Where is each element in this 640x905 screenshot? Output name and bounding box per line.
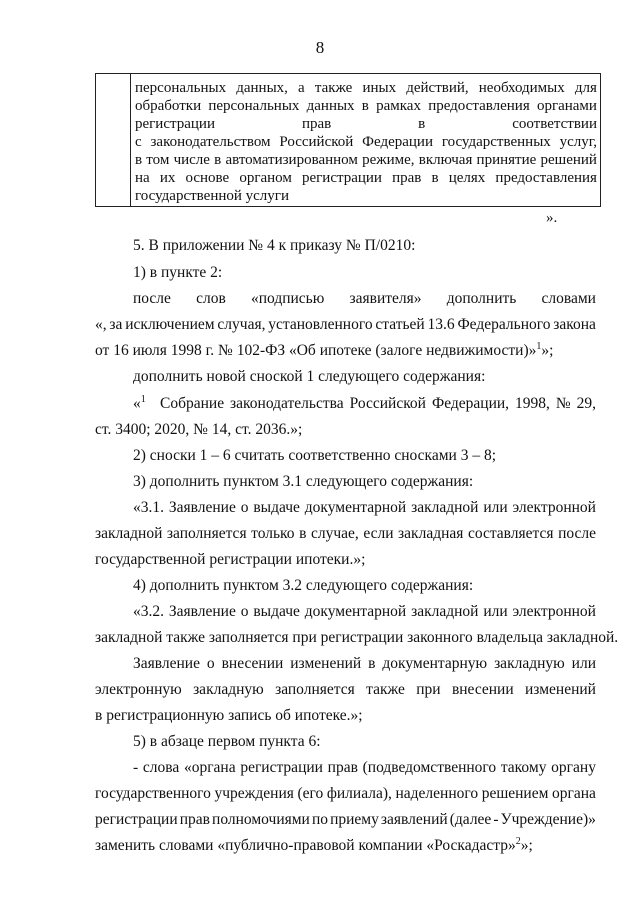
- word: соответствии: [512, 116, 597, 132]
- word: документарной: [304, 603, 407, 620]
- word: необходимых: [478, 80, 565, 96]
- table-left-column: [96, 74, 131, 206]
- word: электронной: [512, 499, 596, 516]
- word: режиме,: [362, 152, 415, 168]
- after-words-line: [133, 289, 596, 309]
- word: прав: [392, 170, 422, 186]
- word: заявителя»: [349, 290, 422, 307]
- word: в: [299, 525, 307, 542]
- word: только: [251, 525, 295, 542]
- word: закладную: [193, 681, 264, 698]
- word: «органа: [183, 759, 236, 776]
- word: государственных: [441, 134, 551, 150]
- word: «,: [95, 316, 107, 333]
- words-line-1: [133, 758, 596, 778]
- footnote-ref-2: 2: [515, 836, 521, 847]
- word: «3.1.: [133, 499, 164, 516]
- law-text: от 16 июля 1998 г. № 102-ФЗ «Об ипотеке (залоге недвижимости)»: [95, 342, 537, 359]
- subitem-4: 4) дополнить пунктом 3.2 следующего содержания:: [133, 577, 474, 594]
- word: органу: [551, 759, 596, 776]
- word: решением: [481, 785, 549, 802]
- word: иных: [362, 80, 397, 96]
- page-number: 8: [315, 38, 325, 57]
- word: установленного: [268, 316, 373, 333]
- word: документарной: [304, 499, 407, 516]
- word: на: [135, 170, 150, 186]
- word: (подведомственного: [362, 759, 497, 776]
- replace-line: [95, 836, 533, 856]
- word: о: [240, 603, 249, 620]
- word: если: [363, 525, 394, 542]
- word: законодательства: [230, 395, 344, 412]
- word: словами: [541, 290, 596, 307]
- word: данных: [306, 98, 355, 114]
- word: после: [558, 525, 596, 542]
- word: случае,: [310, 525, 359, 542]
- word: для: [574, 80, 597, 96]
- word: законодательством: [150, 134, 271, 150]
- subitem-2: 2) сноски 1 – 6 считать соответственно сносками 3 – 8;: [133, 447, 497, 464]
- amend-line-1: [133, 654, 596, 674]
- word: после: [133, 290, 171, 307]
- word: о: [240, 499, 249, 516]
- table-line-2: [135, 97, 597, 115]
- except-line: [95, 315, 596, 335]
- word: прав: [327, 759, 358, 776]
- para-3-1-line-3: государственной регистрации ипотеки.»;: [95, 551, 366, 568]
- word: государственного: [95, 785, 211, 802]
- word: их: [159, 170, 176, 186]
- word: такому: [500, 759, 547, 776]
- word: действий,: [406, 80, 469, 96]
- word: исключением: [125, 316, 215, 333]
- word: персональных: [135, 80, 227, 96]
- word: №: [555, 395, 571, 412]
- word: автоматизированном: [225, 152, 358, 168]
- word: Учреждение)»: [500, 811, 596, 828]
- footnote-marker: «$^1$: [133, 394, 146, 412]
- word: изменений: [290, 655, 362, 672]
- word: включая: [418, 152, 473, 168]
- item-5-heading: 5. В приложении № 4 к приказу № П/0210:: [133, 237, 416, 254]
- amend-line-2: [95, 680, 596, 700]
- word: также: [314, 80, 353, 96]
- word: данных,: [236, 80, 288, 96]
- word: «3.2.: [133, 603, 164, 620]
- table-line-1: [135, 79, 597, 97]
- para-3-1-line-2: [95, 524, 596, 544]
- word: приему: [330, 811, 379, 828]
- word: Федерации,: [431, 395, 510, 412]
- word: также: [366, 681, 405, 698]
- word: закладная: [398, 525, 464, 542]
- word: закладную: [494, 655, 565, 672]
- word: 1998,: [515, 395, 550, 412]
- subitem-1: 1) в пункте 2:: [133, 264, 223, 281]
- word: слов: [196, 290, 226, 307]
- word: статьей: [375, 316, 425, 333]
- word: (далее: [449, 811, 492, 828]
- word: в: [431, 170, 439, 186]
- word: слова: [142, 759, 180, 776]
- word: Российской: [279, 134, 354, 150]
- table-line-5: [135, 151, 597, 169]
- word: -: [133, 759, 139, 776]
- word: закладной: [411, 603, 479, 620]
- word: Заявление: [133, 655, 200, 672]
- word: в: [368, 655, 376, 672]
- word: основе: [185, 170, 230, 186]
- word: составляется: [467, 525, 554, 542]
- word: решений: [540, 152, 597, 168]
- word: закона: [553, 316, 596, 333]
- word: том: [146, 152, 170, 168]
- word: рамках: [376, 98, 421, 114]
- word: прав: [301, 116, 332, 132]
- footnote-words: [160, 394, 596, 414]
- law-end: »;: [541, 342, 554, 359]
- word: Федерального: [457, 316, 551, 333]
- table-line-3: [135, 115, 597, 133]
- word: персональных: [208, 98, 300, 114]
- word: о: [206, 655, 215, 672]
- word: внесении: [451, 681, 514, 698]
- footnote-line-2: ст. 3400; 2020, № 14, ст. 2036.»;: [95, 421, 303, 438]
- word: электронную: [95, 681, 182, 698]
- para-3-2-line-2: закладной также заполняется при регистрации законного владельца закладной.: [95, 629, 619, 646]
- word: при: [416, 681, 441, 698]
- word: регистрации: [95, 811, 178, 828]
- word: «подписью: [250, 290, 325, 307]
- word: а: [298, 80, 305, 96]
- word: в: [361, 98, 369, 114]
- footnote-ref-1: 1: [536, 341, 542, 352]
- word: Российской: [349, 395, 426, 412]
- word: предоставления: [428, 98, 530, 114]
- word: по: [311, 811, 328, 828]
- word: заполняется: [166, 525, 247, 542]
- word: 29,: [576, 395, 596, 412]
- word: закладной: [95, 525, 163, 542]
- subitem-3: 3) дополнить пунктом 3.1 следующего содержания:: [133, 473, 474, 490]
- word: электронной: [512, 603, 596, 620]
- word: прав: [179, 811, 210, 828]
- word: полномочиями: [212, 811, 310, 828]
- word: целях: [448, 170, 486, 186]
- subitem-5: 5) в абзаце первом пункта 6:: [133, 733, 321, 750]
- word: внесении: [221, 655, 284, 672]
- word: регистрации: [135, 116, 215, 132]
- word: или: [483, 499, 508, 516]
- word: услуг,: [559, 134, 597, 150]
- word: предоставления: [495, 170, 597, 186]
- table-line-6: [135, 169, 597, 187]
- word: случая,: [217, 316, 266, 333]
- word: Заявление: [168, 603, 236, 620]
- words-line-2: [95, 784, 596, 804]
- word: дополнить: [446, 290, 517, 307]
- table-line-4: [135, 133, 597, 151]
- word: органом: [239, 170, 292, 186]
- word: органа: [552, 785, 596, 802]
- footnote-line-1: [133, 394, 596, 414]
- footnote-intro: дополнить новой сноской 1 следующего содержания:: [133, 368, 486, 385]
- para-3-1-line-1: [133, 498, 596, 518]
- word: или: [483, 603, 508, 620]
- word: в: [135, 152, 143, 168]
- word: органами: [536, 98, 597, 114]
- word: числе: [173, 152, 210, 168]
- word: выдаче: [253, 603, 300, 620]
- word: в: [418, 116, 426, 132]
- word: закладной: [411, 499, 479, 516]
- word: документарную: [382, 655, 488, 672]
- word: регистрации: [301, 170, 382, 186]
- word: Заявление: [168, 499, 236, 516]
- word: Собрание: [160, 395, 225, 412]
- words-line-3: [95, 810, 596, 830]
- table-line-7: государственной услуги: [135, 188, 289, 204]
- replace-end: »;: [520, 837, 533, 854]
- word: 13.6: [427, 316, 455, 333]
- word: или: [571, 655, 596, 672]
- word: учреждения: [214, 785, 294, 802]
- word: с: [135, 134, 142, 150]
- word: (его: [297, 785, 324, 802]
- word: заявлений: [380, 811, 448, 828]
- word: за: [109, 316, 123, 333]
- word: изменений: [525, 681, 596, 698]
- replace-text: заменить словами «публично-правовой компании «Роскадастр»: [95, 837, 516, 854]
- closing-quote: ».: [546, 210, 558, 226]
- word: Федерации: [362, 134, 433, 150]
- word: наделенного: [395, 785, 479, 802]
- word: филиала),: [326, 785, 392, 802]
- para-3-2-line-1: [133, 602, 596, 622]
- word: регистрации: [240, 759, 323, 776]
- word: -: [493, 811, 499, 828]
- word: заполняется: [275, 681, 355, 698]
- word: принятие: [476, 152, 537, 168]
- word: в: [214, 152, 222, 168]
- word: выдаче: [253, 499, 300, 516]
- law-line: [95, 341, 553, 361]
- word: обработки: [135, 98, 202, 114]
- amend-line-3: в регистрационную запись об ипотеке.»;: [95, 707, 363, 724]
